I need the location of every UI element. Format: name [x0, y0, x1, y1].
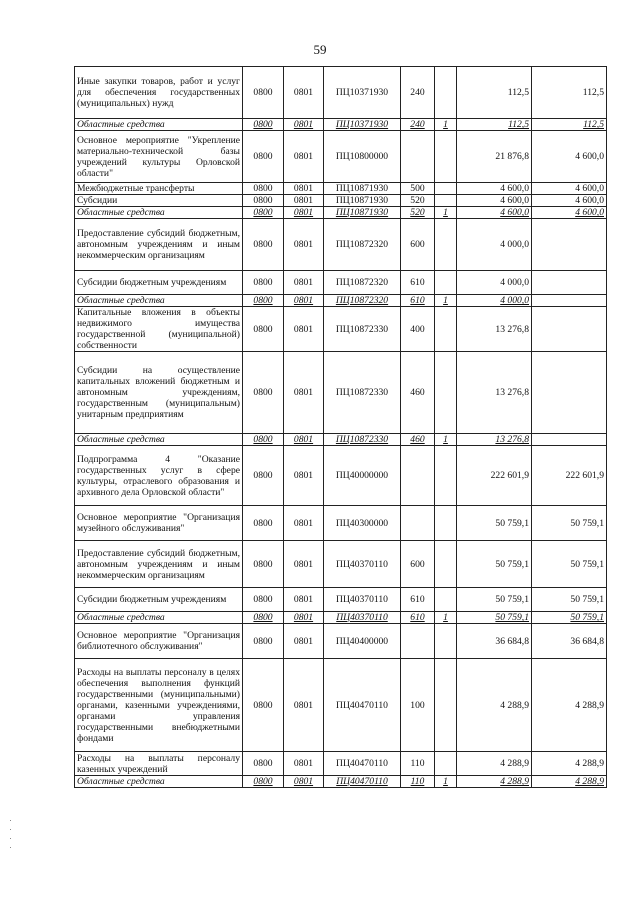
row-source-code	[435, 67, 457, 119]
row-amount-2	[532, 352, 607, 434]
row-expense-type: 520	[401, 207, 435, 219]
row-source-code	[435, 541, 457, 588]
row-source-code	[435, 219, 457, 271]
row-expense-type: 600	[401, 219, 435, 271]
row-target-article: ПЦ40370110	[324, 541, 401, 588]
row-expense-type: 100	[401, 659, 435, 752]
table-row	[75, 219, 607, 271]
row-expense-type: 460	[401, 352, 435, 434]
row-chapter-code: 0800	[243, 207, 284, 219]
row-expense-type: 400	[401, 307, 435, 352]
row-target-article: ПЦ10871930	[324, 207, 401, 219]
row-amount-1: 50 759,1	[457, 612, 532, 624]
row-amount-2: 50 759,1	[532, 541, 607, 588]
row-chapter-code: 0800	[243, 67, 284, 119]
row-amount-2: 4 600,0	[532, 195, 607, 207]
row-amount-2: 4 288,9	[532, 752, 607, 776]
row-section-code: 0801	[284, 776, 324, 788]
row-name: Областные средства	[75, 207, 243, 219]
row-amount-1: 4 288,9	[457, 752, 532, 776]
row-source-code	[435, 195, 457, 207]
row-source-code: 1	[435, 207, 457, 219]
margin-marks	[9, 820, 13, 860]
row-chapter-code: 0800	[243, 446, 284, 506]
row-name: Межбюджетные трансферты	[75, 183, 243, 195]
row-source-code: 1	[435, 434, 457, 446]
row-target-article: ПЦ40370110	[324, 588, 401, 612]
row-chapter-code: 0800	[243, 752, 284, 776]
table-row	[75, 307, 607, 352]
page-number: 59	[313, 42, 327, 57]
row-expense-type: 610	[401, 295, 435, 307]
row-source-code	[435, 183, 457, 195]
row-source-code	[435, 307, 457, 352]
row-section-code: 0801	[284, 119, 324, 131]
row-section-code: 0801	[284, 307, 324, 352]
row-section-code: 0801	[284, 219, 324, 271]
table-row	[75, 119, 607, 131]
row-name: Подпрограмма 4 "Оказание государственных услуг в сфере культуры, отраслевого образования и архивного дела Орловской области"	[75, 446, 243, 506]
table-row	[75, 434, 607, 446]
row-name: Областные средства	[75, 119, 243, 131]
row-target-article: ПЦ10872330	[324, 307, 401, 352]
table-row	[75, 624, 607, 659]
row-amount-1: 13 276,8	[457, 434, 532, 446]
row-section-code: 0801	[284, 195, 324, 207]
row-section-code: 0801	[284, 446, 324, 506]
row-target-article: ПЦ40470110	[324, 752, 401, 776]
row-target-article: ПЦ40400000	[324, 624, 401, 659]
row-chapter-code: 0800	[243, 295, 284, 307]
row-expense-type: 110	[401, 776, 435, 788]
row-name: Субсидии бюджетным учреждениям	[75, 271, 243, 295]
row-name: Капитальные вложения в объекты недвижимого имущества государственной (муниципальной) собственности	[75, 307, 243, 352]
row-name: Расходы на выплаты персоналу казенных учреждений	[75, 752, 243, 776]
row-source-code: 1	[435, 612, 457, 624]
row-amount-1: 50 759,1	[457, 541, 532, 588]
row-amount-2: 4 600,0	[532, 207, 607, 219]
row-name: Предоставление субсидий бюджетным, автономным учреждениям и иным некоммерческим организациям	[75, 219, 243, 271]
row-target-article: ПЦ10872320	[324, 219, 401, 271]
row-source-code	[435, 131, 457, 183]
row-section-code: 0801	[284, 612, 324, 624]
row-name: Областные средства	[75, 434, 243, 446]
row-target-article: ПЦ40470110	[324, 659, 401, 752]
budget-table	[74, 66, 607, 788]
table-row	[75, 659, 607, 752]
row-name: Предоставление субсидий бюджетным, автономным учреждениям и иным некоммерческим организациям	[75, 541, 243, 588]
table-row	[75, 67, 607, 119]
table-row	[75, 446, 607, 506]
row-source-code	[435, 659, 457, 752]
table-row	[75, 541, 607, 588]
row-target-article: ПЦ10872330	[324, 352, 401, 434]
row-name: Основное мероприятие "Организация библиотечного обслуживания"	[75, 624, 243, 659]
row-target-article: ПЦ10371930	[324, 67, 401, 119]
row-target-article: ПЦ10800000	[324, 131, 401, 183]
row-amount-1: 4 600,0	[457, 195, 532, 207]
row-section-code: 0801	[284, 352, 324, 434]
row-section-code: 0801	[284, 588, 324, 612]
row-amount-2	[532, 219, 607, 271]
row-expense-type: 610	[401, 271, 435, 295]
row-amount-1: 112,5	[457, 119, 532, 131]
row-expense-type	[401, 446, 435, 506]
row-section-code: 0801	[284, 67, 324, 119]
row-source-code: 1	[435, 776, 457, 788]
row-chapter-code: 0800	[243, 195, 284, 207]
row-section-code: 0801	[284, 659, 324, 752]
row-amount-1: 13 276,8	[457, 307, 532, 352]
row-expense-type	[401, 624, 435, 659]
row-chapter-code: 0800	[243, 434, 284, 446]
row-target-article: ПЦ40300000	[324, 506, 401, 541]
row-amount-1: 13 276,8	[457, 352, 532, 434]
row-expense-type: 460	[401, 434, 435, 446]
row-source-code	[435, 352, 457, 434]
table-row	[75, 506, 607, 541]
row-amount-1: 112,5	[457, 67, 532, 119]
row-expense-type: 500	[401, 183, 435, 195]
row-name: Иные закупки товаров, работ и услуг для обеспечения государственных (муниципальных) нужд	[75, 67, 243, 119]
table-row	[75, 295, 607, 307]
row-amount-2: 112,5	[532, 119, 607, 131]
row-name: Областные средства	[75, 776, 243, 788]
row-chapter-code: 0800	[243, 219, 284, 271]
row-amount-1: 4 600,0	[457, 207, 532, 219]
row-amount-2: 4 600,0	[532, 131, 607, 183]
row-source-code	[435, 446, 457, 506]
row-section-code: 0801	[284, 295, 324, 307]
row-target-article: ПЦ40470110	[324, 776, 401, 788]
row-name: Субсидии бюджетным учреждениям	[75, 588, 243, 612]
row-chapter-code: 0800	[243, 183, 284, 195]
table-row	[75, 352, 607, 434]
row-amount-1: 4 000,0	[457, 219, 532, 271]
row-amount-2	[532, 434, 607, 446]
row-chapter-code: 0800	[243, 541, 284, 588]
row-name: Основное мероприятие "Организация музейного обслуживания"	[75, 506, 243, 541]
row-amount-2: 4 288,9	[532, 776, 607, 788]
table-row	[75, 207, 607, 219]
row-source-code: 1	[435, 119, 457, 131]
row-target-article: ПЦ40000000	[324, 446, 401, 506]
row-chapter-code: 0800	[243, 506, 284, 541]
row-section-code: 0801	[284, 624, 324, 659]
row-amount-2: 112,5	[532, 67, 607, 119]
row-target-article: ПЦ10872320	[324, 295, 401, 307]
row-name: Расходы на выплаты персоналу в целях обеспечения выполнения функций государственными (муниципальными) органами, казенными учреждениями, органами управления государственными внебюджетными фондами	[75, 659, 243, 752]
row-chapter-code: 0800	[243, 271, 284, 295]
row-expense-type	[401, 506, 435, 541]
row-chapter-code: 0800	[243, 612, 284, 624]
row-name: Основное мероприятие "Укрепление материально-технической базы учреждений культуры Орловской области"	[75, 131, 243, 183]
row-expense-type: 600	[401, 541, 435, 588]
table-row	[75, 183, 607, 195]
row-section-code: 0801	[284, 131, 324, 183]
row-name: Областные средства	[75, 612, 243, 624]
row-amount-2: 4 600,0	[532, 183, 607, 195]
row-amount-1: 4 000,0	[457, 295, 532, 307]
row-amount-1: 4 600,0	[457, 183, 532, 195]
row-target-article: ПЦ10871930	[324, 183, 401, 195]
row-amount-1: 4 288,9	[457, 776, 532, 788]
table-row	[75, 131, 607, 183]
row-amount-1: 50 759,1	[457, 506, 532, 541]
row-source-code	[435, 506, 457, 541]
row-target-article: ПЦ10872330	[324, 434, 401, 446]
row-amount-2: 50 759,1	[532, 612, 607, 624]
row-amount-1: 50 759,1	[457, 588, 532, 612]
table-row	[75, 752, 607, 776]
row-source-code: 1	[435, 295, 457, 307]
table-row	[75, 588, 607, 612]
row-amount-1: 36 684,8	[457, 624, 532, 659]
row-chapter-code: 0800	[243, 119, 284, 131]
row-source-code	[435, 752, 457, 776]
row-expense-type: 610	[401, 588, 435, 612]
table-row	[75, 612, 607, 624]
row-name: Субсидии на осуществление капитальных вложений бюджетным и автономным учреждениям, государственным (муниципальным) унитарным предприятиям	[75, 352, 243, 434]
row-expense-type: 240	[401, 119, 435, 131]
row-chapter-code: 0800	[243, 131, 284, 183]
row-amount-2	[532, 307, 607, 352]
row-section-code: 0801	[284, 207, 324, 219]
row-section-code: 0801	[284, 183, 324, 195]
row-target-article: ПЦ10871930	[324, 195, 401, 207]
row-amount-2: 50 759,1	[532, 588, 607, 612]
row-target-article: ПЦ40370110	[324, 612, 401, 624]
row-name: Областные средства	[75, 295, 243, 307]
row-chapter-code: 0800	[243, 307, 284, 352]
row-target-article: ПЦ10371930	[324, 119, 401, 131]
row-expense-type	[401, 131, 435, 183]
row-section-code: 0801	[284, 506, 324, 541]
table-row	[75, 271, 607, 295]
table-row	[75, 195, 607, 207]
row-chapter-code: 0800	[243, 776, 284, 788]
row-chapter-code: 0800	[243, 352, 284, 434]
row-amount-1: 222 601,9	[457, 446, 532, 506]
row-expense-type: 610	[401, 612, 435, 624]
row-amount-2	[532, 295, 607, 307]
row-amount-2: 36 684,8	[532, 624, 607, 659]
row-expense-type: 240	[401, 67, 435, 119]
row-expense-type: 520	[401, 195, 435, 207]
row-amount-2: 222 601,9	[532, 446, 607, 506]
row-target-article: ПЦ10872320	[324, 271, 401, 295]
row-amount-2	[532, 271, 607, 295]
row-section-code: 0801	[284, 434, 324, 446]
row-source-code	[435, 271, 457, 295]
row-chapter-code: 0800	[243, 624, 284, 659]
row-section-code: 0801	[284, 752, 324, 776]
row-name: Субсидии	[75, 195, 243, 207]
table-row	[75, 776, 607, 788]
row-amount-1: 21 876,8	[457, 131, 532, 183]
row-expense-type: 110	[401, 752, 435, 776]
row-section-code: 0801	[284, 271, 324, 295]
row-amount-2: 50 759,1	[532, 506, 607, 541]
row-source-code	[435, 588, 457, 612]
row-amount-1: 4 000,0	[457, 271, 532, 295]
row-section-code: 0801	[284, 541, 324, 588]
row-chapter-code: 0800	[243, 588, 284, 612]
row-source-code	[435, 624, 457, 659]
row-amount-2: 4 288,9	[532, 659, 607, 752]
row-amount-1: 4 288,9	[457, 659, 532, 752]
row-chapter-code: 0800	[243, 659, 284, 752]
table-body	[75, 67, 607, 788]
